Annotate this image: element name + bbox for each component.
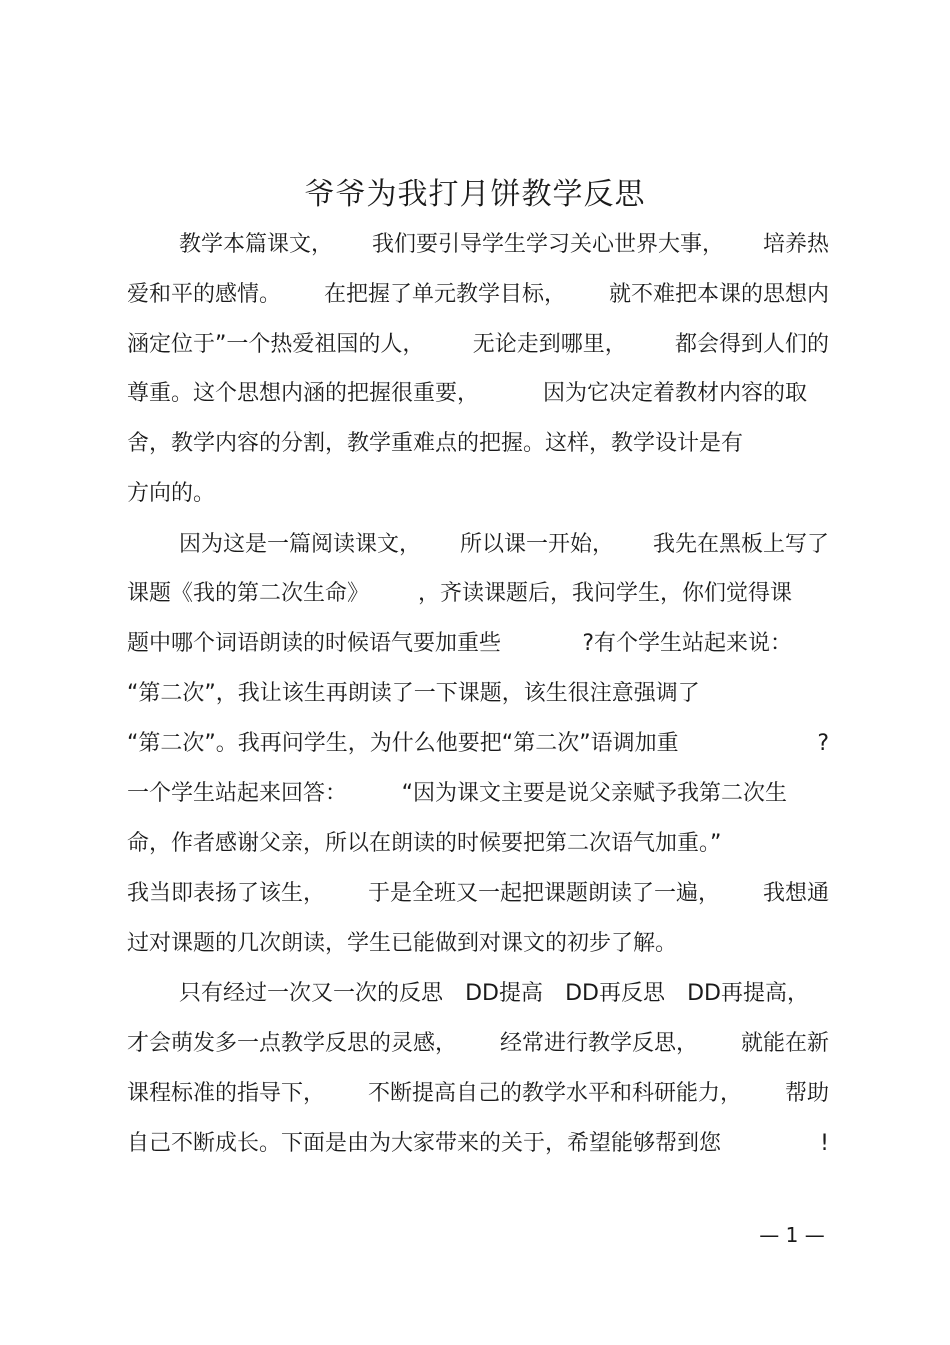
text-segment: DD再提高， xyxy=(687,981,809,1006)
text-segment: 只有经过一次又一次的反思 xyxy=(179,981,444,1006)
text-segment: 我先在黑板上写了 xyxy=(652,532,829,557)
text-segment: 因为这是一篇阅读课文， xyxy=(179,532,422,557)
text-segment: DD再反思 xyxy=(565,981,665,1006)
text-line xyxy=(179,977,809,1011)
text-segment: 所以课一开始， xyxy=(459,532,614,557)
text-segment: 舍，教学内容的分割，教学重难点的把握。这样，教学设计是有 xyxy=(127,431,744,456)
text-segment: 自己不断成长。下面是由为大家带来的关于，希望能够帮到您 xyxy=(127,1131,722,1156)
text-line xyxy=(127,377,807,411)
text-segment: 教学本篇课文， xyxy=(179,232,334,257)
text-segment: 我们要引导学生学习关心世界大事， xyxy=(371,232,724,257)
text-line xyxy=(127,777,787,811)
text-segment: 涵定位于”一个热爱祖国的人， xyxy=(127,332,425,357)
text-line xyxy=(179,528,829,562)
text-segment: 爱和平的感情。 xyxy=(127,282,282,307)
text-segment: “因为课文主要是说父亲赋予我第二次生 xyxy=(401,781,787,806)
text-segment: 因为它决定着教材内容的取 xyxy=(542,381,807,406)
text-segment: 在把握了单元教学目标， xyxy=(323,282,566,307)
text-line xyxy=(127,1127,829,1161)
text-line xyxy=(127,1027,829,1061)
text-line xyxy=(127,427,829,461)
text-line xyxy=(127,927,829,961)
text-segment: 我想通 xyxy=(762,881,829,906)
text-segment: 就能在新 xyxy=(740,1031,829,1056)
text-line xyxy=(127,727,829,761)
text-line xyxy=(127,577,792,611)
text-line xyxy=(127,477,829,511)
text-segment: 都会得到人们的 xyxy=(674,332,829,357)
text-segment: ? xyxy=(817,731,829,756)
text-segment: 培养热 xyxy=(762,232,829,257)
text-segment: 课程标准的指导下， xyxy=(127,1081,326,1106)
document-title: 爷爷为我打月饼教学反思 xyxy=(304,177,646,212)
text-line xyxy=(179,228,829,262)
text-segment: 我当即表扬了该生， xyxy=(127,881,326,906)
text-segment: 帮助 xyxy=(784,1081,829,1106)
text-segment: 就不难把本课的思想内 xyxy=(608,282,829,307)
text-segment: 过对课题的几次朗读，学生已能做到对课文的初步了解。 xyxy=(127,931,678,956)
text-segment: ! xyxy=(820,1131,829,1156)
text-segment: 题中哪个词语朗读的时候语气要加重些 xyxy=(127,631,502,656)
text-segment: ?有个学生站起来说： xyxy=(582,631,792,656)
text-segment: “第二次”，我让该生再朗读了一下课题，该生很注意强调了 xyxy=(127,681,700,706)
text-segment: “第二次”。我再问学生，为什么他要把“第二次”语调加重 xyxy=(127,731,679,756)
text-line xyxy=(127,328,829,362)
text-segment: DD提高 xyxy=(465,981,543,1006)
text-segment: ，齐读课题后，我问学生，你们觉得课 xyxy=(417,581,792,606)
text-segment: 尊重。这个思想内涵的把握很重要， xyxy=(127,381,480,406)
text-segment: 才会萌发多一点教学反思的灵感， xyxy=(127,1031,458,1056)
text-line xyxy=(127,627,792,661)
text-segment: 一个学生站起来回答： xyxy=(127,781,348,806)
text-line xyxy=(127,1077,829,1111)
text-line xyxy=(127,877,829,911)
text-segment: 经常进行教学反思， xyxy=(499,1031,698,1056)
text-segment: 命，作者感谢父亲，所以在朗读的时候要把第二次语气加重。” xyxy=(127,831,722,856)
text-segment: 方向的。 xyxy=(127,481,216,506)
text-segment: 无论走到哪里， xyxy=(472,332,627,357)
text-line xyxy=(127,827,829,861)
text-segment: 课题《我的第二次生命》 xyxy=(127,581,370,606)
page-number: — 1 — xyxy=(759,1223,825,1247)
text-line xyxy=(127,278,829,312)
text-line xyxy=(127,677,829,711)
text-segment: 不断提高自己的教学水平和科研能力， xyxy=(367,1081,742,1106)
text-segment: 于是全班又一起把课题朗读了一遍， xyxy=(367,881,720,906)
